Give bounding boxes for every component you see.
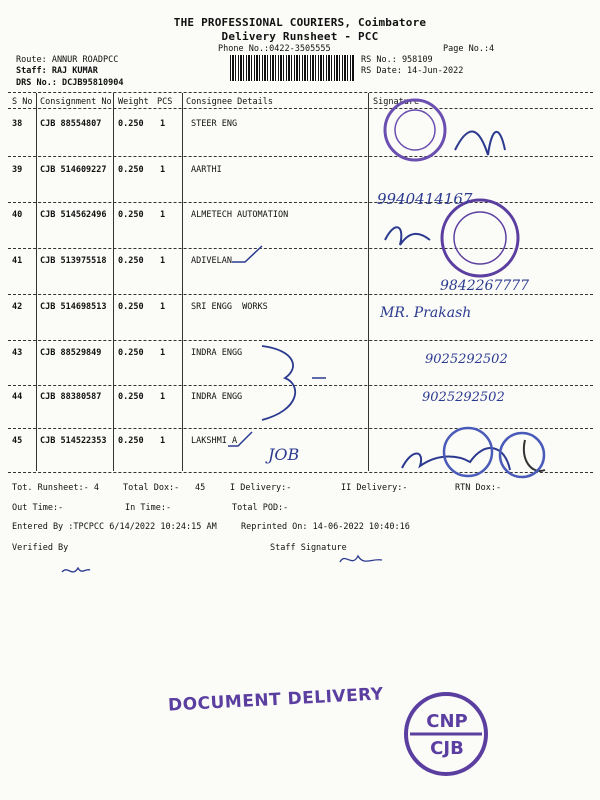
reprinted-on: Reprinted On: 14-06-2022 10:40:16 xyxy=(241,522,410,532)
row-weight: 0.250 xyxy=(118,436,144,446)
row-pcs: 1 xyxy=(160,302,166,312)
i-delivery: I Delivery:- xyxy=(230,483,292,493)
row-pcs: 1 xyxy=(160,256,166,266)
handwritten-note: JOB xyxy=(268,445,300,464)
row-sno: 43 xyxy=(12,348,23,358)
row-pcs: 1 xyxy=(160,392,166,402)
row-sno: 42 xyxy=(12,302,23,312)
page-number: Page No.:4 xyxy=(443,44,495,54)
signature-scribble xyxy=(62,568,90,572)
total-runsheet: Tot. Runsheet:- 4 xyxy=(12,483,99,493)
row-consignment: CJB 514522353 xyxy=(40,436,107,446)
row-consignment: CJB 514698513 xyxy=(40,302,107,312)
rs-number: RS No.: 958109 xyxy=(361,55,433,65)
row-consignee: LAKSHMI A xyxy=(191,436,238,446)
row-consignee: AARTHI xyxy=(191,165,222,175)
staff-name: Staff: RAJ KUMAR xyxy=(16,66,98,76)
total-dox-value: 45 xyxy=(195,483,206,493)
total-pod: Total POD:- xyxy=(232,503,289,513)
row-weight: 0.250 xyxy=(118,348,144,358)
row-consignment: CJB 88529849 xyxy=(40,348,102,358)
tick-mark xyxy=(232,246,262,262)
row-consignment: CJB 88554807 xyxy=(40,119,102,129)
company-seal-stamp xyxy=(385,100,445,160)
route: Route: ANNUR ROADPCC xyxy=(16,55,119,65)
row-consignee: STEER ENG xyxy=(191,119,238,129)
out-time: Out Time:- xyxy=(12,503,64,513)
total-dox-label: Total Dox:- xyxy=(123,483,180,493)
cnp-stamp-bottom: CJB xyxy=(430,738,464,759)
row-consignment: CJB 514609227 xyxy=(40,165,107,175)
tick-mark xyxy=(228,432,252,446)
entered-by: Entered By :TPCPCC 6/14/2022 10:24:15 AM xyxy=(12,522,217,532)
row-weight: 0.250 xyxy=(118,119,144,129)
row-sno: 40 xyxy=(12,210,23,220)
row-sno: 39 xyxy=(12,165,23,175)
row-pcs: 1 xyxy=(160,436,166,446)
verified-by: Verified By xyxy=(12,543,69,553)
staff-signature: Staff Signature xyxy=(270,543,347,553)
row-sno: 45 xyxy=(12,436,23,446)
row-consignee: INDRA ENGG xyxy=(191,348,243,358)
signature-scribble xyxy=(402,448,510,470)
phone-number: Phone No.:0422-3505555 xyxy=(218,44,331,54)
company-seal-inner xyxy=(395,110,435,150)
col-signature: Signature xyxy=(373,97,420,107)
row-weight: 0.250 xyxy=(118,210,144,220)
signature-scribble xyxy=(455,131,505,155)
brace-mark xyxy=(262,346,295,420)
handwritten-phone: 9842267777 xyxy=(440,278,530,294)
drs-number: DRS No.: DCJB95810904 xyxy=(16,78,124,88)
col-consignee: Consignee Details xyxy=(186,97,273,107)
signature-scribble xyxy=(385,227,430,245)
row-consignee: SRI ENGG WORKS xyxy=(191,302,268,312)
row-consignment: CJB 514562496 xyxy=(40,210,107,220)
document-delivery-stamp: DOCUMENT DELIVERY xyxy=(167,684,385,716)
col-weight: Weight xyxy=(118,97,149,107)
handwritten-phone: 9025292502 xyxy=(422,390,505,405)
row-consignee: ADIVELAN xyxy=(191,256,232,266)
col-consignment: Consignment No xyxy=(40,97,112,107)
company-seal-inner xyxy=(454,212,506,264)
handwritten-phone: 9025292502 xyxy=(425,352,508,367)
row-weight: 0.250 xyxy=(118,165,144,175)
cnp-stamp-top: CNP xyxy=(426,711,468,732)
col-pcs: PCS xyxy=(157,97,173,107)
row-sno: 38 xyxy=(12,119,23,129)
in-time: In Time:- xyxy=(125,503,172,513)
rtn-dox: RTN Dox:- xyxy=(455,483,502,493)
row-weight: 0.250 xyxy=(118,392,144,402)
row-pcs: 1 xyxy=(160,210,166,220)
row-consignee: ALMETECH AUTOMATION xyxy=(191,210,289,220)
row-sno: 41 xyxy=(12,256,23,266)
row-weight: 0.250 xyxy=(118,302,144,312)
row-sno: 44 xyxy=(12,392,23,402)
row-pcs: 1 xyxy=(160,119,166,129)
col-sno: S No xyxy=(12,97,33,107)
handwritten-phone: 9940414167 xyxy=(377,190,473,208)
company-name: THE PROFESSIONAL COURIERS, Coimbatore xyxy=(173,16,427,29)
row-consignee: INDRA ENGG xyxy=(191,392,243,402)
row-consignment: CJB 88380587 xyxy=(40,392,102,402)
company-seal-stamp xyxy=(444,428,492,476)
row-consignment: CJB 513975518 xyxy=(40,256,107,266)
document-title: Delivery Runsheet - PCC xyxy=(221,30,379,43)
row-pcs: 1 xyxy=(160,348,166,358)
rs-date: RS Date: 14-Jun-2022 xyxy=(361,66,464,76)
company-seal-stamp xyxy=(500,433,544,477)
row-pcs: 1 xyxy=(160,165,166,175)
ii-delivery: II Delivery:- xyxy=(341,483,408,493)
row-weight: 0.250 xyxy=(118,256,144,266)
handwritten-name: MR. Prakash xyxy=(380,305,472,321)
signature-scribble xyxy=(340,556,382,562)
